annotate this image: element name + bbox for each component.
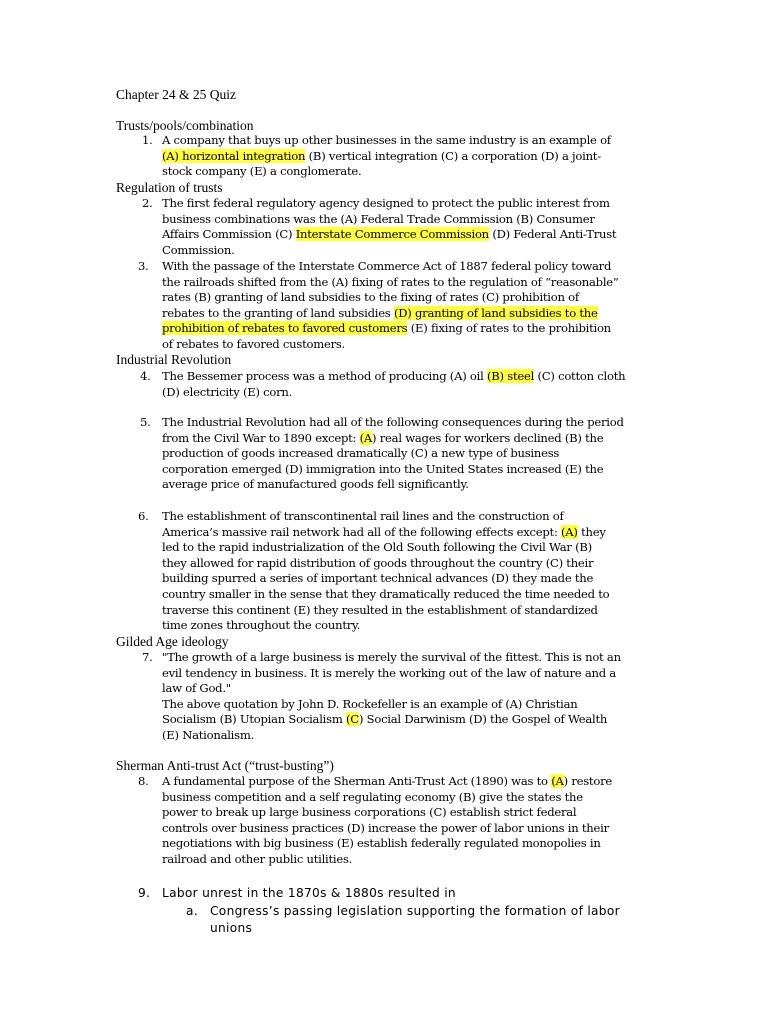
section-heading-gilded: Gilded Age ideology	[116, 634, 229, 649]
text-fragment: (E) fixing of rates to the prohibition	[407, 321, 611, 336]
sub-item-a	[186, 903, 620, 937]
highlighted-answer: (C	[346, 712, 359, 727]
text-fragment: they	[577, 524, 606, 539]
question-text-line: "The growth of a large business is merely the survival of the fittest. This is not an	[162, 650, 621, 664]
question-text-line: (E) Nationalism.	[162, 727, 255, 742]
question-number: 4.	[140, 369, 151, 383]
text-fragment: ) Social Darwinism (D) the Gospel of Wealth	[358, 712, 608, 727]
text-fragment: (B) vertical integration (C) a corporation (D) a joint-	[305, 148, 601, 163]
question-5	[140, 415, 624, 493]
question-text-line: evil tendency in business. It is merely the working out of the law of nature and a	[162, 665, 616, 680]
question-6	[138, 509, 610, 634]
question-3	[138, 259, 619, 353]
question-text-line	[162, 306, 619, 322]
question-text-line: they allowed for rapid distribution of goods throughout the country (C) their	[162, 555, 594, 570]
question-text-line: production of goods increased dramatically (C) a new type of business	[162, 446, 560, 461]
question-text-line: The above quotation by John D. Rockefeller is an example of (A) Christian	[162, 696, 578, 711]
text-fragment: ) real wages for workers declined (B) the	[372, 430, 604, 445]
question-text-line	[162, 431, 624, 447]
section-heading-regulation: Regulation of trusts	[116, 180, 223, 195]
question-text-line: rates (B) granting of land subsidies to the fixing of rates (C) prohibition of	[162, 290, 579, 305]
text-fragment: rebates to the granting of land subsidies	[162, 305, 394, 320]
sub-item-text-line: unions	[210, 921, 253, 935]
question-text-line: average price of manufactured goods fell significantly.	[162, 477, 469, 492]
question-text-line: negotiations with big business (E) establish federally regulated monopolies in	[162, 836, 601, 851]
question-text-line: The Industrial Revolution had all of the following consequences during the period	[162, 415, 624, 429]
highlighted-answer: (A	[551, 774, 564, 788]
text-fragment: (D) Federal Anti-Trust	[488, 227, 617, 242]
question-text-line: Commission.	[162, 242, 235, 257]
text-fragment: ) restore	[563, 774, 612, 788]
question-text-line: The first federal regulatory agency designed to protect the public interest from	[162, 196, 610, 210]
question-text-line: Labor unrest in the 1870s & 1880s resulted in	[162, 886, 456, 900]
question-text-line	[162, 525, 609, 541]
question-text-line: railroad and other public utilities.	[162, 851, 353, 866]
sub-item-text-line: Congress’s passing legislation supporting the formation of labor	[210, 904, 620, 918]
section-heading-industrial: Industrial Revolution	[116, 352, 232, 367]
highlighted-answer: Interstate Commerce Commission	[295, 227, 489, 242]
question-text-line: traverse this continent (E) they resulted in the establishment of standardized	[162, 602, 598, 617]
question-text-line: power to break up large business corporations (C) establish strict federal	[162, 805, 577, 820]
question-text-line	[162, 712, 621, 728]
question-text-line: building spurred a series of important technical advances (D) they made the	[162, 571, 594, 586]
question-8	[138, 774, 612, 868]
question-text-line: The establishment of transcontinental rail lines and the construction of	[162, 509, 564, 523]
sub-item-letter: a.	[186, 904, 198, 918]
question-number: 6.	[138, 509, 149, 523]
highlighted-answer: (A)	[561, 524, 578, 539]
question-text-line: time zones throughout the country.	[162, 618, 361, 633]
question-2	[142, 196, 617, 258]
question-number: 1.	[142, 133, 153, 147]
question-text-line: A company that buys up other businesses in the same industry is an example of	[162, 133, 611, 147]
question-text-line: corporation emerged (D) immigration into the United States increased (E) the	[162, 461, 604, 476]
question-number: 8.	[138, 774, 149, 788]
text-fragment: from the Civil War to 1890 except:	[162, 430, 360, 445]
text-fragment: A fundamental purpose of the Sherman Anti-Trust Act (1890) was to	[162, 774, 552, 788]
question-text-line: business competition and a self regulating economy (B) give the states the	[162, 789, 583, 804]
text-fragment: Affairs Commission (C)	[162, 227, 296, 242]
question-number: 7.	[142, 650, 153, 664]
question-text-line	[162, 321, 619, 337]
question-number: 5.	[140, 415, 151, 429]
question-text-line: controls over business practices (D) increase the power of labor unions in their	[162, 820, 609, 835]
question-text-line: business combinations was the (A) Federal Trade Commission (B) Consumer	[162, 211, 595, 226]
question-1	[142, 133, 611, 180]
highlighted-answer: prohibition of rebates to favored customers	[162, 321, 408, 336]
highlighted-answer: (B) steel	[487, 369, 535, 383]
question-text-line: the railroads shifted from the (A) fixing of rates to the regulation of “reasonable”	[162, 274, 619, 289]
question-9	[138, 885, 620, 937]
question-text-line: law of God."	[162, 681, 231, 696]
question-text-line: led to the rapid industrialization of the Old South following the Civil War (B)	[162, 540, 592, 555]
highlighted-answer: (D) granting of land subsidies to the	[393, 305, 598, 320]
question-number: 9.	[138, 886, 151, 900]
text-fragment: The Bessemer process was a method of producing (A) oil	[162, 369, 487, 383]
question-text-line	[162, 227, 616, 243]
highlighted-answer: (A) horizontal integration	[162, 148, 306, 163]
question-text-line: (D) electricity (E) corn.	[162, 384, 293, 399]
question-4	[140, 369, 626, 400]
section-heading-trusts: Trusts/pools/combination	[116, 118, 254, 133]
section-heading-sherman: Sherman Anti-trust Act (“trust-busting”)	[116, 758, 334, 773]
text-fragment: Socialism (B) Utopian Socialism	[162, 712, 347, 727]
question-number: 2.	[142, 196, 153, 210]
highlighted-answer: (A	[359, 430, 373, 445]
question-number: 3.	[138, 259, 149, 273]
question-text-line: With the passage of the Interstate Commerce Act of 1887 federal policy toward	[162, 259, 612, 273]
question-text-line	[162, 774, 612, 790]
text-fragment: America’s massive rail network had all of the following effects except:	[162, 524, 562, 539]
question-text-line	[162, 149, 611, 165]
text-fragment: (C) cotton cloth	[534, 369, 626, 383]
page-title: Chapter 24 & 25 Quiz	[116, 87, 236, 102]
question-text-line: stock company (E) a conglomerate.	[162, 164, 362, 179]
question-text-line: of rebates to favored customers.	[162, 336, 345, 351]
question-text-line	[162, 369, 625, 385]
question-7	[142, 650, 621, 744]
question-text-line: country smaller in the sense that they dramatically reduced the time needed to	[162, 586, 610, 601]
